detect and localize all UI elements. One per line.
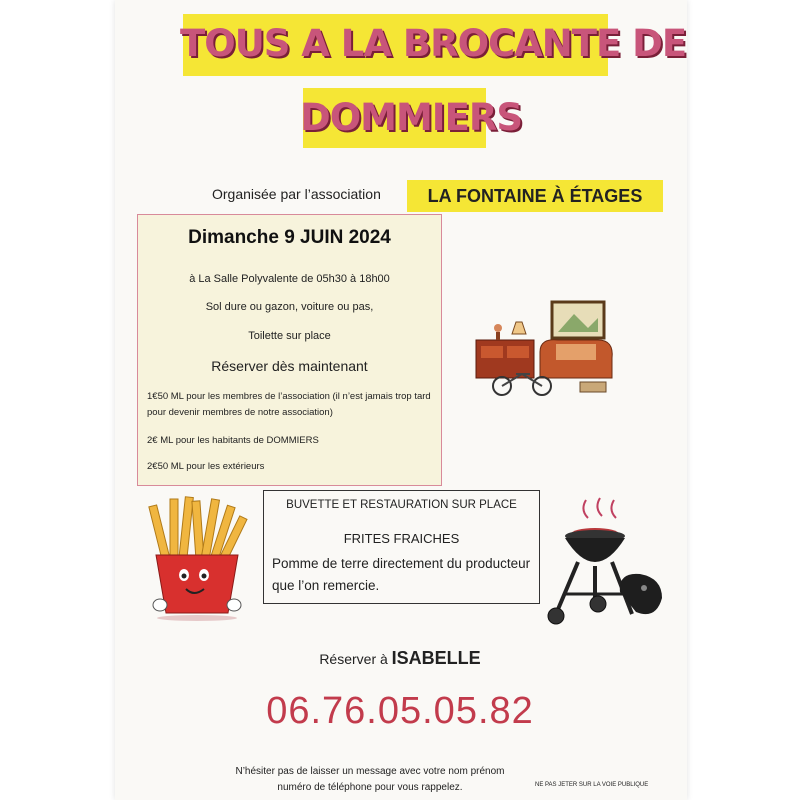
reserve-contact (0, 648, 800, 669)
reserve-now: Réserver dès maintenant (211, 358, 368, 374)
organizer-prefix: Organisée par l’association (212, 186, 381, 202)
frites-heading: FRITES FRAICHES (343, 531, 460, 546)
footer-message: N’hésiter pas de laisser un message avec votre nom prénom numéro de téléphone pour vous rappelez. (235, 766, 505, 793)
buvette-box (263, 490, 540, 604)
fries-illustration (142, 495, 258, 621)
event-date: Dimanche 9 JUIN 2024 (188, 227, 391, 248)
price-outsiders: 2€50 ML pour les extérieurs (147, 461, 265, 472)
ground-info: Sol dure ou gazon, voiture ou pas, (205, 301, 374, 313)
bbq-illustration (540, 496, 670, 630)
toilet-info: Toilette sur place (248, 330, 331, 342)
title-line-2: DOMMIERS (300, 96, 522, 139)
buvette-title: BUVETTE ET RESTAURATION SUR PLACE (286, 499, 517, 511)
title-line-1: TOUS A LA BROCANTE DE (180, 22, 687, 65)
frites-description: Pomme de terre directement du producteur que l’on remercie. (272, 556, 531, 593)
price-residents: 2€ ML pour les habitants de DOMMIERS (147, 435, 319, 446)
venue-hours: à La Salle Polyvalente de 05h30 à 18h00 (189, 273, 390, 285)
litter-notice: NE PAS JETER SUR LA VOIE PUBLIQUE (535, 782, 649, 788)
organizer-name: LA FONTAINE À ÉTAGES (407, 180, 663, 212)
reserve-prefix: Réserver à (319, 651, 388, 667)
furniture-illustration (468, 288, 618, 400)
info-box (137, 214, 442, 486)
phone-number: 06.76.05.05.82 (266, 690, 534, 732)
price-members: 1€50 ML pour les membres de l’association (il n’est jamais trop tard pour devenir membres de notre association) (147, 391, 431, 418)
contact-name: ISABELLE (391, 648, 481, 668)
